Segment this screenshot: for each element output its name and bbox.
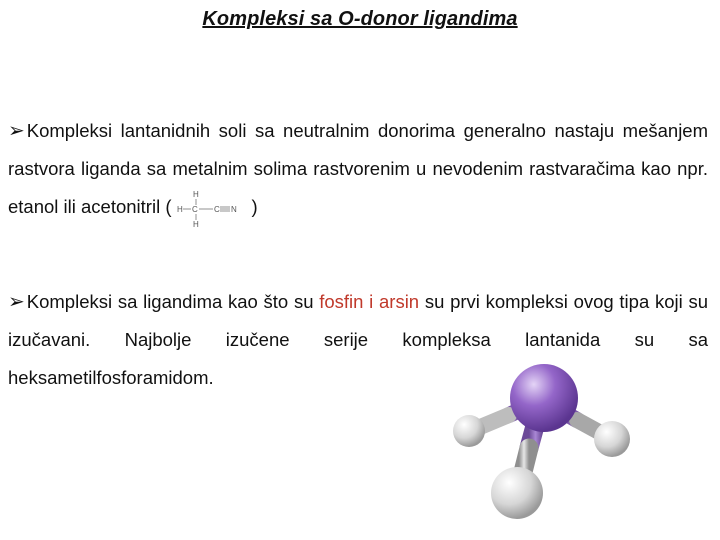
acn-c1: C (191, 205, 198, 215)
acn-h-top: H (192, 190, 199, 200)
phosphine-molecule-icon (447, 360, 637, 535)
acn-h-left: H (176, 205, 183, 215)
bullet-2-text-before: Kompleksi sa ligandima kao što su (26, 291, 320, 312)
arrow-bullet-icon: ➢ (8, 120, 25, 142)
arrow-bullet-icon: ➢ (8, 291, 25, 313)
slide-title: Kompleksi sa O-donor ligandima (202, 8, 518, 30)
bullet-2-text-after: su prvi kompleksi ovog tipa koji su izučavani. Najbolje izučene serije kompleksa lantanida su sa heksametilfosforamidom. (8, 291, 708, 388)
bullet-1-close: ) (251, 196, 258, 217)
bullet-2-highlight: fosfin i arsin (319, 291, 420, 312)
acetonitrile-formula-icon (172, 188, 252, 228)
bullet-paragraph-1 (8, 112, 708, 228)
acn-h-bottom: H (192, 220, 199, 229)
acn-c2: C (213, 205, 220, 215)
acn-n: N (230, 205, 237, 215)
bullet-1-text: Kompleksi lantanidnih soli sa neutralnim donorima generalno nastaju mešanjem rastvora liganda sa metalnim solima rastvorenim u nevodenim rastvaračima kao npr. etanol ili acetonitril ( (8, 120, 708, 217)
